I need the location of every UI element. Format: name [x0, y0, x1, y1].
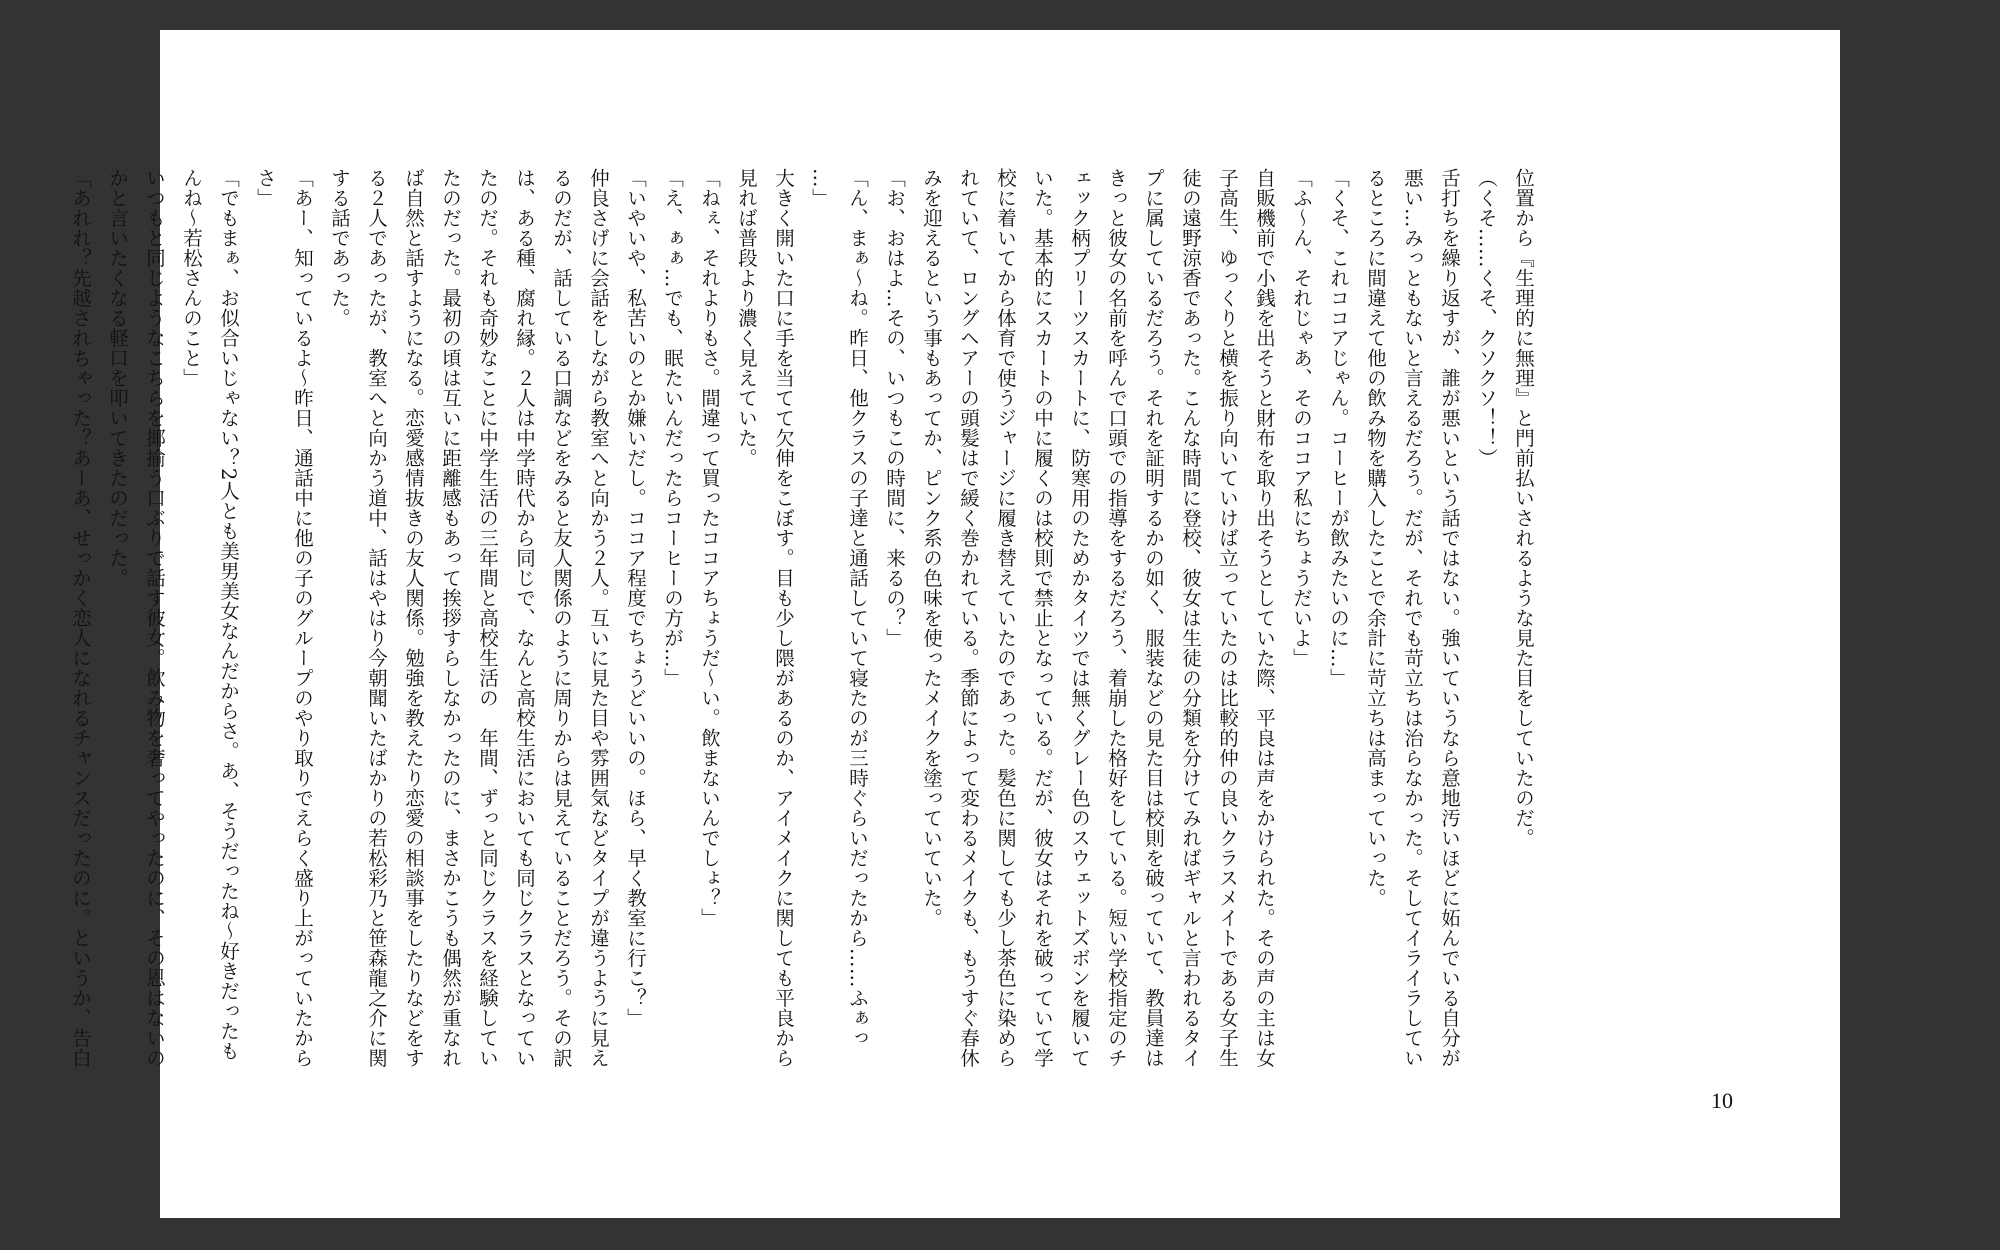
text-column: 徒の遠野涼香であった。こんな時間に登校、彼女は生徒の分類を分けてみればギャルと言われるタイ	[1179, 168, 1202, 1068]
text-column: は、ある種、腐れ縁。２人は中学時代から同じで、なんと高校生活においても同じクラスとなってい	[513, 168, 536, 1068]
text-column: いつもと同じようなこちらを揶揄う口ぶりで話す彼女。飲み物を奢ってやったのに、その恩はないの	[143, 168, 166, 1068]
text-column: るところに間違えて他の飲み物を購入したことで余計に苛立ちは高まっていった。	[1364, 168, 1387, 908]
document-page	[69, 30, 1840, 1218]
text-column: 子高生、ゆっくりと横を振り向いていけば立っていたのは比較的仲の良いクラスメイトである女子生	[1216, 168, 1239, 1068]
text-column: かと言いたくなる軽口を叩いてきたのだった。	[106, 168, 129, 588]
vertical-text-body	[69, 168, 1535, 1108]
text-column: 校に着いてから体育で使うジャージに履き替えていたのであった。髪色に関しても少し茶色に染めら	[994, 168, 1017, 1068]
text-column: 「いやいや、私苦いのとか嫌いだし。ココア程度でちょうどいいの。ほら、早く教室に行こ？」	[624, 168, 647, 1028]
text-column: るのだが、話している口調などをみると友人関係のように周りからは見えていることだろう。その訳	[550, 168, 573, 1068]
text-column: さ」	[254, 168, 277, 208]
text-column: 見れば普段より濃く見えていた。	[735, 168, 758, 468]
text-column: 悪い…みっともないと言えるだろう。だが、それでも苛立ちは治らなかった。そしてイライラしてい	[1401, 168, 1424, 1068]
text-column: する話であった。	[328, 168, 351, 328]
text-column: 位置から『生理的に無理』と門前払いされるような見た目をしていたのだ。	[1512, 168, 1535, 848]
text-column: プに属しているだろう。それを証明するかの如く、服装などの見た目は校則を破っていて、教員達は	[1142, 168, 1165, 1068]
text-column: 「ん、まぁ〜ね。昨日、他クラスの子達と通話していて寝たのが三時ぐらいだったから……ふぁっ	[846, 168, 869, 1048]
text-column: 自販機前で小銭を出そうと財布を取り出そうとしていた際、平良は声をかけられた。その声の主は女	[1253, 168, 1276, 1068]
text-column: 「お、おはよ…その、いつもこの時間に、来るの？」	[883, 168, 906, 648]
text-column: ェック柄プリーツスカートに、防寒用のためかタイツでは無くグレー色のスウェットズボンを履いて	[1068, 168, 1091, 1068]
text-column: 「ふ〜ん、それじゃあ、そのココア私にちょうだいよ」	[1290, 168, 1313, 668]
text-column: 「でもまぁ、お似合いじゃない？2人とも美男美女なんだからさ。あ、そうだったね〜好きだったも	[217, 168, 240, 1061]
text-column: んね〜若松さんのこと」	[180, 168, 203, 388]
text-column: たのだった。最初の頃は互いに距離感もあって挨拶すらしなかったのに、まさかこうも偶然が重なれ	[439, 168, 462, 1068]
text-column: 仲良さげに会話をしながら教室へと向かう２人。互いに見た目や雰囲気などタイプが違うように見え	[587, 168, 610, 1068]
text-column: 大きく開いた口に手を当てて欠伸をこぼす。目も少し隈があるのか、アイメイクに関しても平良から	[772, 168, 795, 1068]
text-column: 舌打ちを繰り返すが、誰が悪いという話ではない。強いていうなら意地汚いほどに妬んでいる自分が	[1438, 168, 1461, 1068]
text-column: たのだ。それも奇妙なことに中学生活の三年間と高校生活の 年間、ずっと同じクラスを経験してい	[476, 168, 499, 1068]
text-column: る２人であったが、教室へと向かう道中、話はやはり今朝聞いたばかりの若松彩乃と笹森龍之介に関	[365, 168, 388, 1068]
text-column: みを迎えるという事もあってか、ピンク系の色味を使ったメイクを塗っていていた。	[920, 168, 943, 928]
text-column: れていて、ロングヘアーの頭髪はで緩く巻かれている。季節によって変わるメイクも、もうすぐ春休	[957, 168, 980, 1068]
page-number: 10	[1711, 1088, 1733, 1113]
text-column: いた。基本的にスカートの中に履くのは校則で禁止となっている。だが、彼女はそれを破っていて学	[1031, 168, 1054, 1068]
text-column: （くそ……くそ、クソクソ！！）	[1475, 168, 1498, 468]
text-column: 「え、ぁぁ…でも、眠たいんだったらコーヒーの方が…」	[661, 168, 684, 688]
text-column: ば自然と話すようになる。恋愛感情抜きの友人関係。勉強を教えたり恋愛の相談事をしたりなどをす	[402, 168, 425, 1068]
text-column: 「あー、知っているよ〜昨日、通話中に他の子のグループのやり取りでえらく盛り上がっていたから	[291, 168, 314, 1068]
text-column: きっと彼女の名前を呼んで口頭での指導をするだろう、着崩した格好をしている。短い学校指定のチ	[1105, 168, 1128, 1068]
text-column: …」	[809, 168, 832, 208]
text-column: 「くそ、これココアじゃん。コーヒーが飲みたいのに…」	[1327, 168, 1350, 688]
text-column: 「ねぇ、それよりもさ。間違って買ったココアちょうだ〜い。飲まないんでしょ？」	[698, 168, 721, 928]
text-column: 「あれれ？先越されちゃった？あーあ、せっかく恋人になれるチャンスだったのに。というか、告白	[69, 168, 92, 1068]
